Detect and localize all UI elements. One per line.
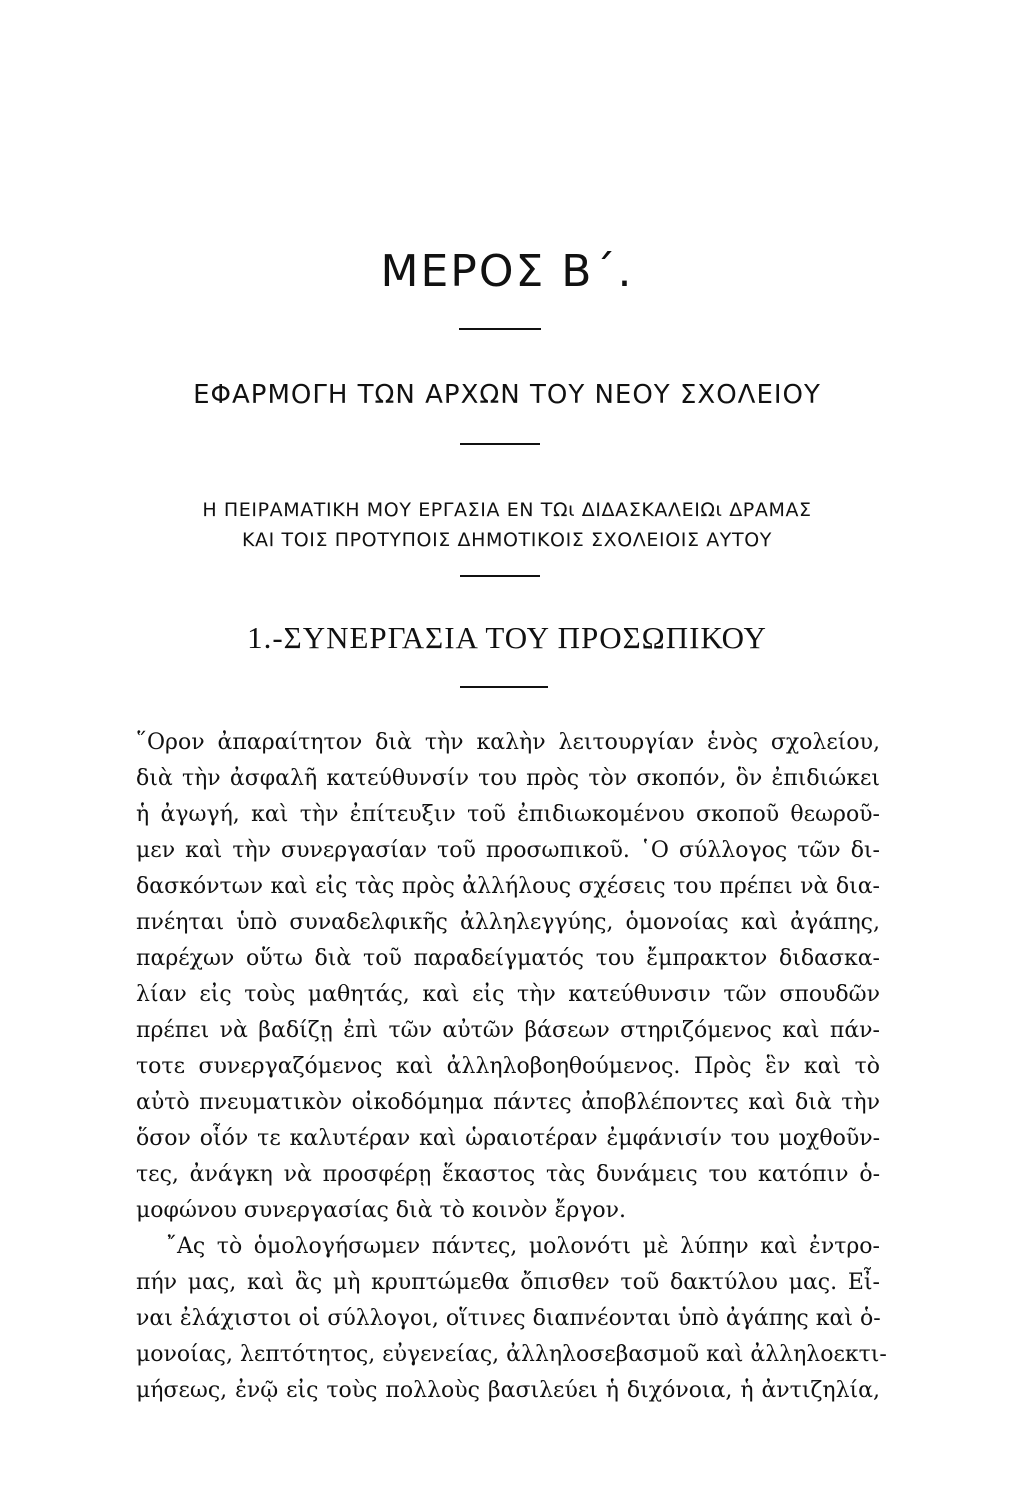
text-line: ῞Ορον ἀπαραίτητον διὰ τὴν καλὴν λειτουργίαν ἑνὸς σχολείου, [136,730,880,755]
text-line: ὅσον οἷόν τε καλυτέραν καὶ ὡραιοτέραν ἐμφάνισίν του μοχθοῦν- [136,1126,880,1151]
text-line: ἡ ἀγωγή, καὶ τὴν ἐπίτευξιν τοῦ ἐπιδιωκομένου σκοποῦ θεωροῦ- [136,802,880,827]
text-line: πνέηται ὑπὸ συναδελφικῆς ἀλληλεγγύης, ὁμονοίας καὶ ἀγάπης, [136,910,880,935]
text-line: τες, ἀνάγκη νὰ προσφέρῃ ἕκαστος τὰς δυνάμεις του κατόπιν ὁ- [136,1162,880,1187]
text-line: μονοίας, λεπτότητος, εὐγενείας, ἀλληλοσεβασμοῦ καὶ ἀλληλοεκτι- [136,1342,887,1367]
chapter-title: 1.-ΣΥΝΕΡΓΑΣΙΑ ΤΟΥ ΠΡΟΣΩΠΙΚΟΥ [247,620,767,655]
text-line: δασκόντων καὶ εἰς τὰς πρὸς ἀλλήλους σχέσεις του πρέπει νὰ δια- [136,874,880,899]
text-line: μήσεως, ἐνῷ εἰς τοὺς πολλοὺς βασιλεύει ἡ διχόνοια, ἡ ἀντιζηλία, [136,1378,880,1403]
subtitle-line: ΚΑΙ ΤΟΙΣ ΠΡΟΤΥΠΟΙΣ ΔΗΜΟΤΙΚΟΙΣ ΣΧΟΛΕΙΟΙΣ ΑΥΤΟΥ [242,529,772,551]
text-line: τοτε συνεργαζόμενος καὶ ἀλληλοβοηθούμενος. Πρὸς ἓν καὶ τὸ [136,1054,880,1079]
text-line: ῎Ας τὸ ὁμολογήσωμεν πάντες, μολονότι μὲ λύπην καὶ ἐντρο- [166,1234,880,1259]
text-line: ναι ἐλάχιστοι οἱ σύλλογοι, οἵτινες διαπνέονται ὑπὸ ἀγάπης καὶ ὁ- [136,1306,881,1331]
divider-rule [459,328,541,330]
text-line: διὰ τὴν ἀσφαλῆ κατεύθυνσίν του πρὸς τὸν σκοπόν, ὃν ἐπιδιώκει [136,766,880,791]
text-line: μεν καὶ τὴν συνεργασίαν τοῦ προσωπικοῦ. ῾Ο σύλλογος τῶν δι- [136,838,880,863]
divider-rule [460,575,540,577]
section-title: ΕΦΑΡΜΟΓΗ ΤΩΝ ΑΡΧΩΝ ΤΟΥ ΝΕΟΥ ΣΧΟΛΕΙΟΥ [193,380,821,410]
text-line: πρέπει νὰ βαδίζῃ ἐπὶ τῶν αὐτῶν βάσεων στηριζόμενος καὶ πάν- [136,1018,880,1043]
text-line: παρέχων οὕτω διὰ τοῦ παραδείγματός του ἔμπρακτον διδασκα- [136,946,880,971]
text-line: μοφώνου συνεργασίας διὰ τὸ κοινὸν ἔργον. [136,1198,627,1223]
text-line: πήν μας, καὶ ἂς μὴ κρυπτώμεθα ὄπισθεν τοῦ δακτύλου μας. Εἶ- [136,1270,880,1295]
divider-rule [460,443,540,445]
divider-rule [460,686,548,688]
subtitle-line: Η ΠΕΙΡΑΜΑΤΙΚΗ ΜΟΥ ΕΡΓΑΣΙΑ ΕΝ ΤΩι ΔΙΔΑΣΚΑΛΕΙΩι ΔΡΑΜΑΣ [202,499,812,521]
text-line: λίαν εἰς τοὺς μαθητάς, καὶ εἰς τὴν κατεύθυνσιν τῶν σπουδῶν [136,982,880,1007]
text-line: αὐτὸ πνευματικὸν οἰκοδόμημα πάντες ἀποβλέποντες καὶ διὰ τὴν [136,1090,880,1115]
part-title: ΜΕΡΟΣ Β΄. [380,246,634,297]
